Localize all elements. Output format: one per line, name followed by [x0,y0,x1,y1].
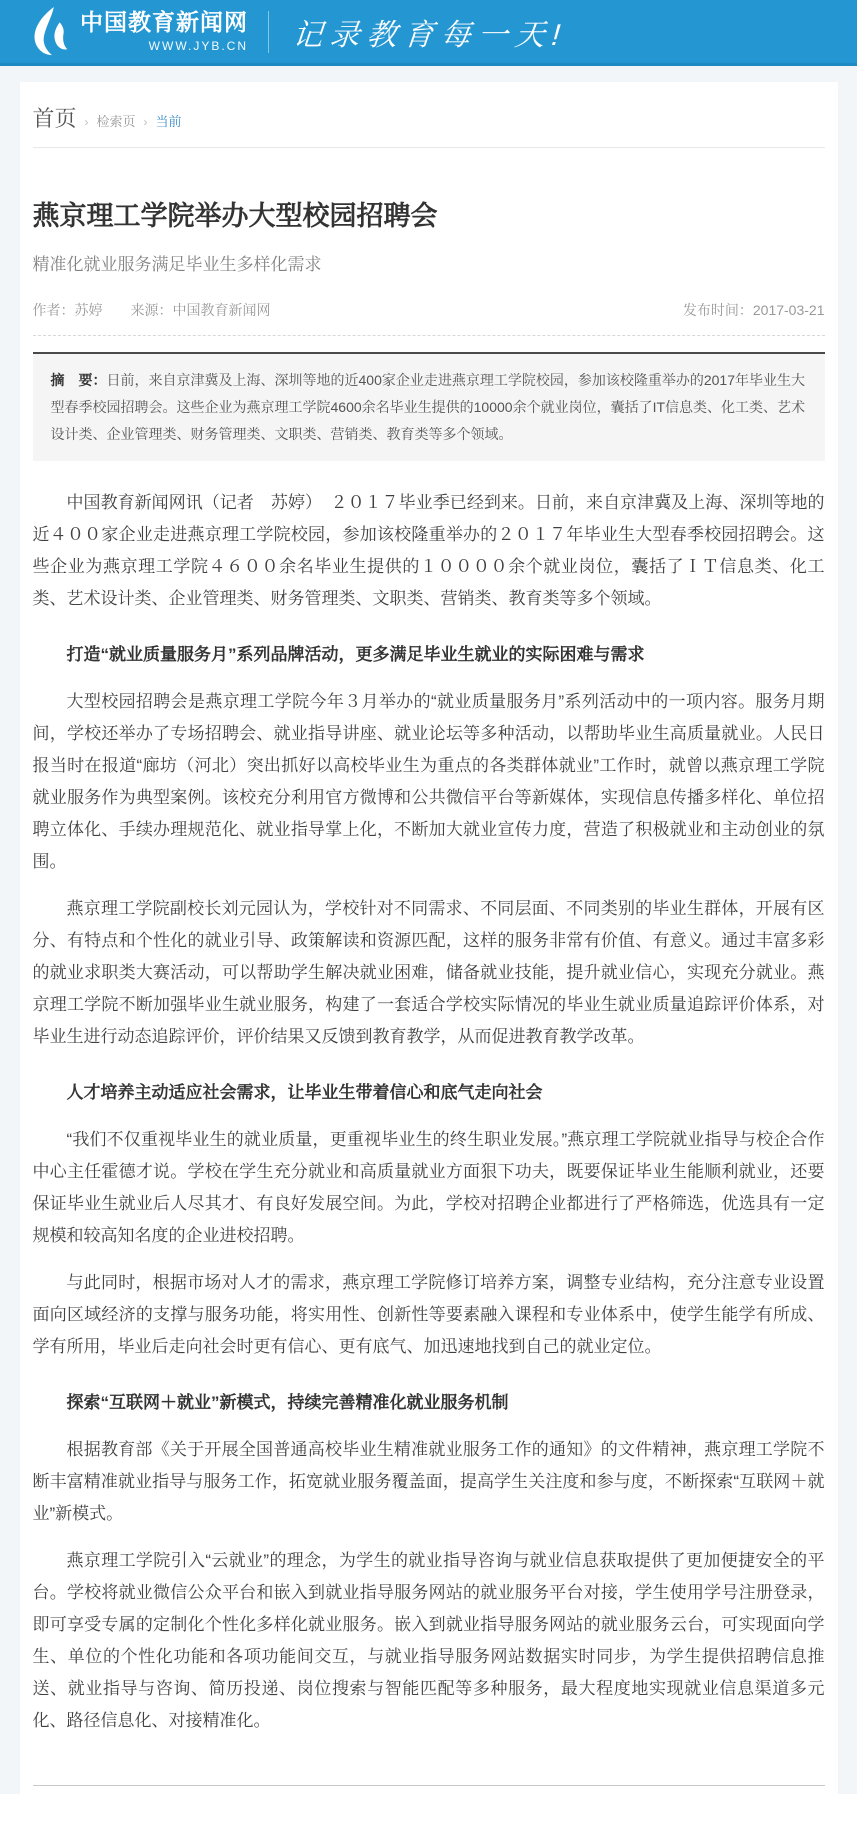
article-paragraph: 中国教育新闻网讯（记者 苏婷） ２０１７毕业季已经到来。日前，来自京津冀及上海、深圳等地的近４００家企业走进燕京理工学院校园，参加该校隆重举办的２０１７年毕业生大型春季校园招聘会。这些企业为燕京理工学院４６００余名毕业生提供的１００００余个就业岗位，囊括了ＩＴ信息类、化工类、艺术设计类、企业管理类、财务管理类、文职类、营销类、教育类等多个领域。 [32,493,825,608]
breadcrumb-home-link[interactable]: 首页 [32,106,77,131]
breadcrumb-current[interactable]: 当前 [155,114,182,129]
breadcrumb-separator: › [143,115,148,129]
section-heading: 打造“就业质量服务月”系列品牌活动，更多满足毕业生就业的实际困难与需求 [66,645,645,664]
abstract-text: 日前，来自京津冀及上海、深圳等地的近400家企业走进燕京理工学院校园，参加该校隆重举办的2017年毕业生大型春季校园招聘会。这些企业为燕京理工学院4600余名毕业生提供的10000余个就业岗位，囊括了IT信息类、化工类、艺术设计类、企业管理类、财务管理类、文职类、营销类、教育类等多个领域。 [50,372,806,442]
site-logo[interactable] [30,7,248,57]
abstract-label: 摘 要： [50,372,107,388]
breadcrumb-separator: › [84,115,89,129]
content-card [20,82,838,1794]
article-paragraph: 大型校园招聘会是燕京理工学院今年３月举办的“就业质量服务月”系列活动中的一项内容。服务月期间，学校还举办了专场招聘会、就业指导讲座、就业论坛等多种活动，以帮助毕业生高质量就业。人民日报当时在报道“廊坊（河北）突出抓好以高校毕业生为重点的各类群体就业”工作时，就曾以燕京理工学院就业服务作为典型案例。该校充分利用官方微博和公共微信平台等新媒体，实现信息传播多样化、单位招聘立体化、手续办理规范化、就业指导掌上化，不断加大就业宣传力度，营造了积极就业和主动创业的氛围。 [32,692,825,871]
article-body [33,487,825,1737]
breadcrumb [33,82,825,148]
article-meta-left [33,300,299,320]
article-source: 来源：中国教育新闻网 [130,302,271,318]
bottom-divider [33,1785,825,1786]
article-paragraph: 燕京理工学院引入“云就业”的理念，为学生的就业指导咨询与就业信息获取提供了更加便捷安全的平台。学校将就业微信公众平台和嵌入到就业指导服务网站的就业服务平台对接，学生使用学号注册登录，即可享受专属的定制化个性化多样化就业服务。嵌入到就业指导服务网站的就业服务云台，可实现面向学生、单位的个性化功能和各项功能间交互，与就业指导服务网站数据实时同步，为学生提供招聘信息推送、就业指导与咨询、简历投递、岗位搜索与智能匹配等多种服务，最大程度地实现就业信息渠道多元化、路径信息化、对接精准化。 [32,1551,825,1730]
site-url: WWW.JYB.CN [148,38,248,53]
article-author: 作者：苏婷 [32,302,103,318]
article-title: 燕京理工学院举办大型校园招聘会 [32,201,438,231]
breadcrumb-search-link[interactable]: 检索页 [96,114,136,129]
logo-flame-icon [30,7,70,57]
article-paragraph: 根据教育部《关于开展全国普通高校毕业生精准就业服务工作的通知》的文件精神，燕京理工学院不断丰富精准就业指导与服务工作，拓宽就业服务覆盖面，提高学生关注度和参与度，不断探索“互联网＋就业”新模式。 [32,1440,825,1523]
site-name: 中国教育新闻网 [80,9,248,36]
page-background [0,66,857,1794]
page-footer-space [0,1794,857,1825]
section-heading: 探索“互联网＋就业”新模式，持续完善精准化就业服务机制 [66,1393,509,1412]
logo-text-block [80,10,248,52]
site-slogan: 记录教育每一天! [291,18,569,52]
site-header [0,0,857,66]
article-meta-row [33,300,825,336]
article-publish-time: 发布时间：2017-03-21 [682,302,825,318]
article-paragraph: 燕京理工学院副校长刘元园认为，学校针对不同需求、不同层面、不同类别的毕业生群体，开展有区分、有特点和个性化的就业引导、政策解读和资源匹配，这样的服务非常有价值、有意义。通过丰富多彩的就业求职类大赛活动，可以帮助学生解决就业困难，储备就业技能，提升就业信心，实现充分就业。燕京理工学院不断加强毕业生就业服务，构建了一套适合学校实际情况的毕业生就业质量追踪评价体系，对毕业生进行动态追踪评价，评价结果又反馈到教育教学，从而促进教育教学改革。 [32,899,825,1046]
header-divider [268,11,269,53]
article-abstract [33,352,825,461]
article-paragraph: 与此同时，根据市场对人才的需求，燕京理工学院修订培养方案，调整专业结构，充分注意专业设置面向区域经济的支撑与服务功能，将实用性、创新性等要素融入课程和专业体系中，使学生能学有所成、学有所用，毕业后走向社会时更有信心、更有底气、加迅速地找到自己的就业定位。 [32,1273,825,1356]
article-paragraph: “我们不仅重视毕业生的就业质量，更重视毕业生的终生职业发展。”燕京理工学院就业指导与校企合作中心主任霍德才说。学校在学生充分就业和高质量就业方面狠下功夫，既要保证毕业生能顺利就业，还要保证毕业生就业后人尽其才、有良好发展空间。为此，学校对招聘企业都进行了严格筛选，优选具有一定规模和较高知名度的企业进校招聘。 [32,1130,825,1245]
article-subtitle: 精准化就业服务满足毕业生多样化需求 [32,255,322,274]
section-heading: 人才培养主动适应社会需求，让毕业生带着信心和底气走向社会 [66,1083,543,1102]
